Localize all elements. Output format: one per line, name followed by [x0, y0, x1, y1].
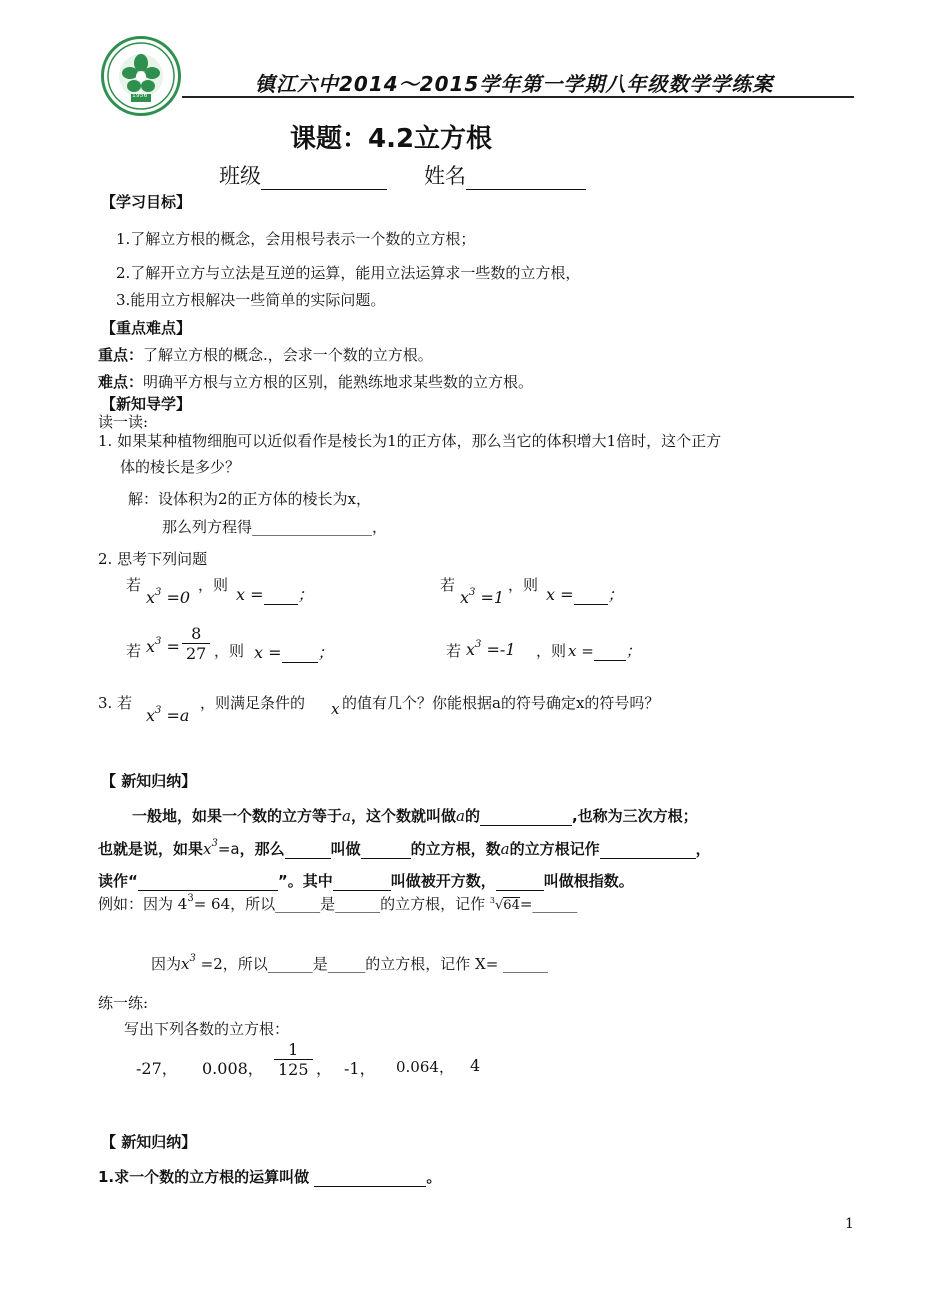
equation-x3-neg1: $x^3 =-1$	[466, 639, 516, 659]
eq-value: =1	[480, 588, 505, 607]
example-text: = 64，所以______是______的立方根，记作	[193, 895, 486, 913]
hard-label: 难点：	[98, 373, 144, 391]
answer-blank	[138, 874, 278, 891]
equation-x3-0: $x^3 =0$	[146, 587, 191, 607]
then-label: ，则	[536, 642, 567, 660]
answer-blank	[285, 842, 331, 859]
example-text: 例如：因为 4	[98, 895, 188, 913]
then-label: ，则	[198, 576, 229, 594]
lesson-title: 课题：4.2立方根	[290, 124, 493, 154]
fraction-8-27	[182, 624, 210, 663]
x-eq: x =	[236, 585, 264, 604]
var-a: a	[455, 807, 465, 825]
question-3-mid: ，则满足条件的	[200, 694, 306, 712]
school-logo	[101, 36, 181, 116]
goal-item: 1.了解立方根的概念，会用根号表示一个数的立方根；	[116, 230, 476, 248]
def-text: ，那么	[239, 840, 285, 858]
hard-text: 明确平方根与立方根的区别，能熟练地求某些数的立方根。	[143, 373, 534, 391]
def-text: 的立方根记作	[509, 840, 600, 858]
answer-blank	[600, 842, 696, 859]
equation-x3-1: $x^3 =1$	[460, 587, 505, 607]
hard-point	[98, 371, 533, 392]
answer-blank	[314, 1170, 426, 1187]
question-1-line2: 体的棱长是多少？	[120, 458, 241, 476]
answer-blank	[496, 874, 544, 891]
example-text: 因为	[151, 955, 182, 973]
answer-x	[568, 640, 641, 661]
eq-value: =a	[166, 706, 190, 725]
header-title: 镇江六中2014～2015学年第一学期八年级数学学练案	[255, 72, 774, 96]
name-blank	[466, 167, 586, 190]
question-3-x: x	[331, 700, 340, 718]
answer-blank	[282, 645, 318, 663]
answer-blank	[264, 587, 298, 605]
equation-x3-a: $x^3 =a$	[146, 705, 190, 725]
example-2: 因为$x^3 =2$，所以______是_____的立方根，记作 X= ______	[151, 953, 549, 973]
name-field	[424, 160, 586, 190]
keypoints-heading: 【重点难点】	[101, 319, 192, 337]
if-label: 若	[440, 576, 456, 594]
summary-2-heading: 【 新知归纳】	[101, 1133, 197, 1151]
x-eq: x =	[546, 585, 574, 604]
example-text: ，所以______是_____的立方根，记作 X= ______	[222, 955, 549, 973]
def-text: 的立方根，数	[410, 840, 501, 858]
example-text: =______	[519, 895, 578, 913]
answer-blank	[574, 587, 608, 605]
flower-emblem-icon	[104, 39, 178, 113]
answer-x	[236, 582, 314, 605]
definition-line1	[132, 805, 698, 826]
if-label: 若	[446, 642, 462, 660]
answer-blank	[594, 644, 626, 661]
def-text: 也就是说，如果	[98, 840, 204, 858]
summary-heading: 【 新知归纳】	[101, 772, 197, 790]
def-text: 叫做被开方数，	[390, 872, 496, 890]
semicolon: ；	[625, 642, 641, 660]
fraction-numerator: 1	[274, 1040, 313, 1060]
practice-fraction	[274, 1040, 313, 1079]
comma: ，	[316, 1059, 333, 1078]
exponent: 3	[187, 893, 194, 904]
goal-item: 3.能用立方根解决一些简单的实际问题。	[116, 291, 386, 309]
solution-line2: 那么列方程得________________，	[162, 518, 388, 536]
goal-item: 2.了解开立方与立法是互逆的运算，能用立法运算求一些数的立方根，	[116, 264, 581, 282]
def-text: 叫做	[330, 840, 361, 858]
def-text: 叫做根指数。	[543, 872, 634, 890]
answer-x	[546, 582, 624, 605]
solution-line1: 解：设体积为2的正方体的棱长为x，	[128, 490, 372, 508]
cube-root-64	[490, 898, 520, 913]
x-eq: x =	[254, 643, 282, 662]
question-2: 2. 思考下列问题	[98, 550, 208, 568]
key-label: 重点：	[98, 346, 144, 364]
radicand: 64	[503, 898, 520, 913]
definition-line2: 也就是说，如果$x^3=a$，那么 叫做 的立方根，数a的立方根记作 ，	[98, 838, 711, 858]
practice-label: 练一练:	[98, 994, 149, 1012]
root-index: 3	[489, 896, 495, 905]
fraction-denominator: 27	[186, 644, 207, 663]
def-text: 读作“	[98, 872, 138, 890]
answer-blank	[333, 874, 391, 891]
question-3-prefix: 3. 若	[98, 694, 133, 712]
practice-number: 0.008，	[202, 1059, 264, 1078]
key-text: 了解立方根的概念.，会求一个数的立方根。	[143, 346, 433, 364]
if-label: 若	[126, 642, 142, 660]
key-point	[98, 344, 433, 365]
question-1-line1: 1. 如果某种植物细胞可以近似看作是棱长为1的正方体，那么当它的体积增大1倍时，这个正方	[98, 432, 722, 450]
definition-line3	[98, 870, 634, 891]
if-label: 若	[126, 576, 142, 594]
practice-number: -27，	[136, 1059, 178, 1078]
answer-blank	[361, 842, 411, 859]
eq-value: =0	[166, 588, 191, 607]
practice-number: 0.064，	[396, 1058, 454, 1076]
def-text: 1.求一个数的立方根的运算叫做	[98, 1168, 310, 1186]
page-number: 1	[845, 1216, 854, 1232]
def-text: 一般地，如果一个数的立方等于	[132, 807, 343, 825]
then-label: ，则	[508, 576, 539, 594]
class-field	[219, 160, 387, 190]
def-text: 的	[464, 807, 480, 825]
guide-heading: 【新知导学】	[101, 395, 192, 413]
fraction-denominator: 125	[278, 1060, 309, 1079]
class-blank	[261, 167, 387, 190]
answer-x	[254, 640, 334, 663]
def-text: 。	[426, 1168, 442, 1186]
operation-definition	[98, 1166, 441, 1187]
read-label: 读一读:	[98, 413, 149, 431]
x-eq: x =	[568, 642, 594, 660]
practice-number: 4	[470, 1056, 481, 1075]
eq-value: =-1	[486, 640, 516, 659]
goals-heading: 【学习目标】	[101, 193, 192, 211]
semicolon: ；	[297, 585, 314, 604]
fraction-numerator: 8	[182, 624, 210, 644]
logo-year: 1956	[132, 92, 148, 99]
practice-prompt: 写出下列各数的立方根：	[124, 1020, 290, 1038]
def-text: ，这个数就叫做	[350, 807, 456, 825]
class-label: 班级	[219, 164, 261, 188]
semicolon: ；	[317, 643, 334, 662]
semicolon: ；	[607, 585, 624, 604]
var-a: a	[500, 840, 510, 858]
def-text: ,也称为三次方根；	[571, 807, 698, 825]
equation-x3-fraction: $x^3$ =	[146, 636, 180, 656]
eq-value: =2	[200, 955, 223, 973]
practice-number: -1，	[344, 1059, 376, 1078]
name-label: 姓名	[424, 164, 466, 188]
question-3-suffix: 的值有几个？你能根据a的符号确定x的符号吗？	[342, 694, 660, 712]
def-text: ”。其中	[277, 872, 333, 890]
eq-value: =a	[217, 840, 240, 858]
then-label: ，则	[214, 642, 245, 660]
radical-sign-icon: √	[495, 898, 504, 913]
header-rule	[182, 96, 854, 98]
var-a: a	[342, 807, 351, 825]
def-text: ，	[695, 840, 711, 858]
example-1	[98, 893, 577, 914]
answer-blank	[480, 809, 572, 826]
